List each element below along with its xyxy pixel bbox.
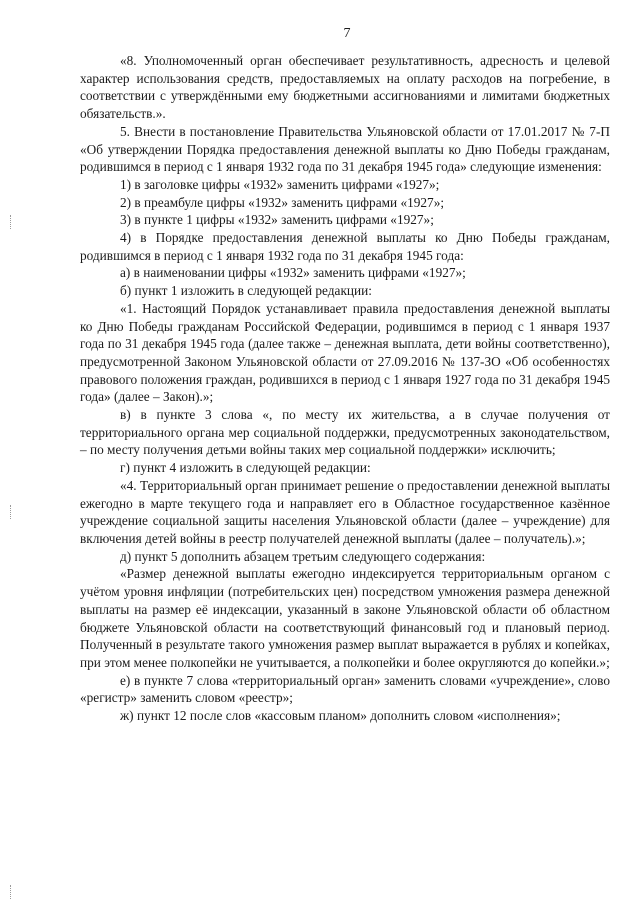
paragraph: 5. Внести в постановление Правительства Ульяновской области от 17.01.2017 № 7-П «Об утверждении Порядка предоставления денежной выплаты ко Дню Победы гражданам, родившимся в период с 1 января 1932 года по 31 декабря 1945 года» следующие изменения: [80,123,610,175]
list-item: д) пункт 5 дополнить абзацем третьим следующего содержания: [120,548,486,564]
list-item: 4) в Порядке предоставления денежной выплаты ко Дню Победы гражданам, родившимся в период с 1 января 1932 года по 31 декабря 1945 года: [80,230,610,263]
list-item: г) пункт 4 изложить в следующей редакции: [120,460,371,476]
list-item: 3) в пункте 1 цифры «1932» заменить цифрами «1927»; [120,212,434,228]
list-item: 2) в преамбуле цифры «1932» заменить цифрами «1927»; [120,194,445,210]
list-item: б) пункт 1 изложить в следующей редакции: [120,283,372,299]
list-item: е) в пункте 7 слова «территориальный орган» заменить словами «учреждение», слово «регистр» заменить словом «реестр»; [80,672,610,706]
list-item: в) в пункте 3 слова «, по месту их жительства, а в случае получения от территориального органа мер социальной поддержки, предусмотренных законодательством, – по месту получения детьми войны таких мер социальной поддержки» исключить; [80,407,610,458]
scan-edge-mark [10,885,13,899]
list-item: 1) в заголовке цифры «1932» заменить цифрами «1927»; [120,176,440,192]
list-item: а) в наименовании цифры «1932» заменить цифрами «1927»; [120,265,466,281]
quoted-paragraph: «Размер денежной выплаты ежегодно индексируется территориальным органом с учётом уровня инфляции (потребительских цен) посредством умножения размера денежной выплаты на размер её индексации, указанный в законе Ульяновской области об областном бюджете Ульяновской области на соответствующий финансовый год и плановый период. Полученный в результате такого умножения размер выплат выражается в рублях и копейках, при этом менее полкопейки не учитывается, а полкопейки и более округляются до копейки.»; [80,566,610,670]
scan-edge-mark [10,215,13,229]
document-body [80,52,610,725]
list-item: ж) пункт 12 после слов «кассовым планом» дополнить словом «исполнения»; [120,708,561,724]
scan-edge-mark [10,505,13,519]
page-number: 7 [343,26,351,41]
paragraph: «8. Уполномоченный орган обеспечивает результативность, адресность и целевой характер использования средств, предоставляемых на оплату расходов на погребение, в соответствии с утверждёнными ему бюджетными ассигнованиями и лимитами бюджетных обязательств.». [80,53,610,122]
quoted-paragraph: «4. Территориальный орган принимает решение о предоставлении денежной выплаты ежегодно в марте текущего года и направляет его в Областное государственное казённое учреждение социальной защиты населения Ульяновской области (далее – учреждение) для включения детей войны в реестр получателей денежной выплаты (далее – получатель).»; [80,477,610,546]
quoted-paragraph: «1. Настоящий Порядок устанавливает правила предоставления денежной выплаты ко Дню Победы гражданам Российской Федерации, родившимся в период с 1 января 1937 года по 31 декабря 1945 года (далее также – денежная выплата, дети войны соответственно), предусмотренной Законом Ульяновской области от 27.09.2016 № 137-ЗО «Об особенностях правового положения граждан, родившихся в период с 1 января 1927 года по 31 декабря 1945 года» (далее – Закон).»; [80,300,610,405]
